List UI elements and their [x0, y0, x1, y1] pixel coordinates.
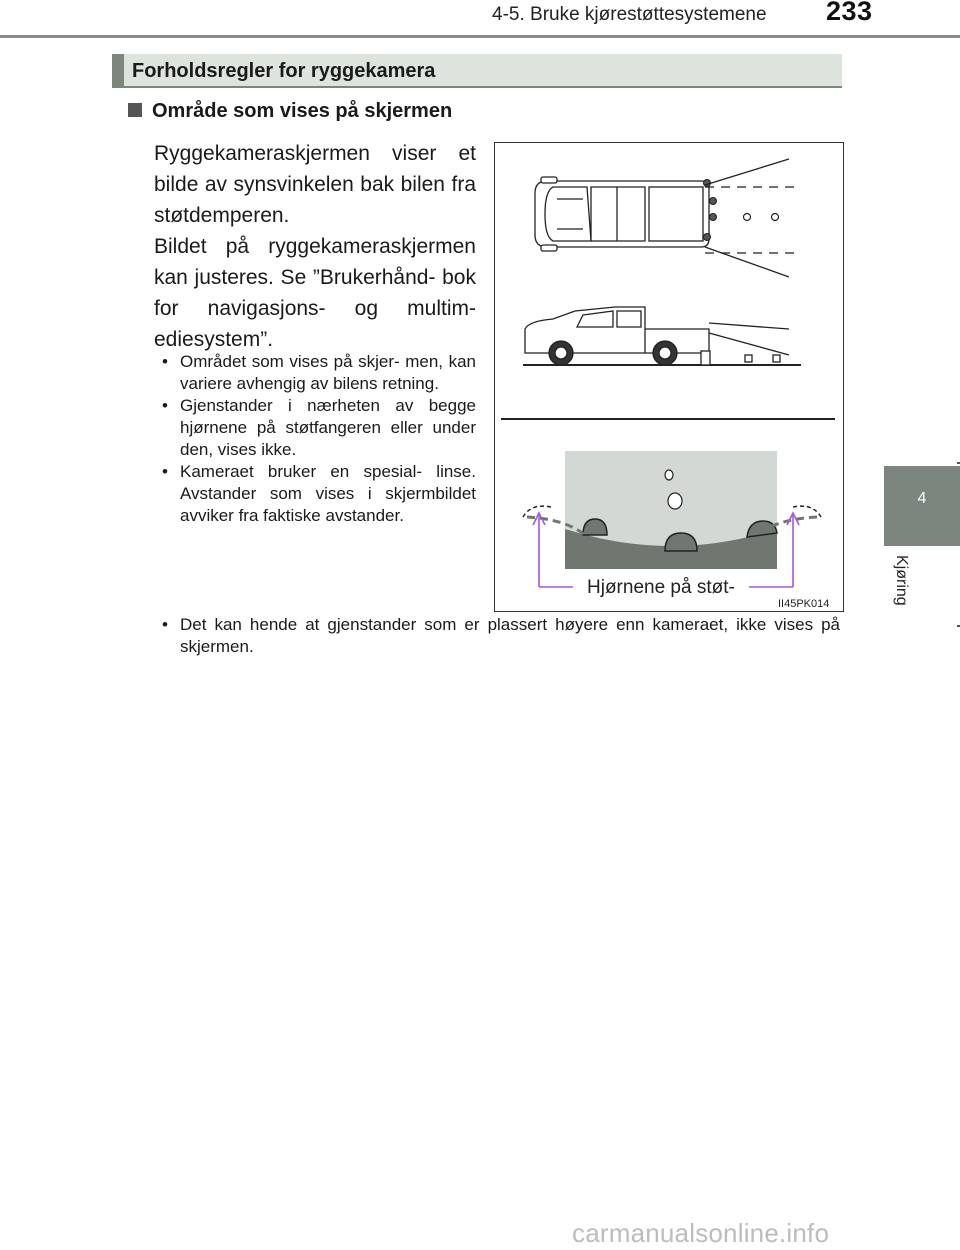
figure-caption: Hjørnene på støt-: [587, 577, 735, 598]
figure-illustration: [495, 143, 845, 613]
obstacle-markers: [744, 214, 779, 221]
page-number: 233: [826, 0, 873, 26]
bullet-item: • Gjenstander i nærheten av begge hjørnene på støtfangeren eller under den, vises ikke.: [160, 395, 476, 461]
subheading-text: Område som vises på skjermen: [152, 100, 453, 122]
figure-code: II45PK014: [778, 598, 830, 610]
side-tab-number: 4: [917, 490, 927, 507]
pickup-top-view: [535, 177, 709, 251]
camera-screen-view: [523, 451, 821, 569]
pickup-side-view: [525, 307, 709, 365]
bullet-item-wide: • Det kan hende at gjenstander som er plassert høyere enn kameraet, ikke vises på skjermen.: [160, 614, 840, 658]
side-tab-label: [882, 555, 922, 625]
body-paragraph: Bildet på ryggekameraskjermen kan justeres. Se ”Brukerhånd- bok for navigasjons- og multim- ediesystem”.: [154, 235, 476, 351]
section-title-bar: [112, 54, 842, 88]
header-rule: [0, 35, 960, 38]
subheading: [128, 100, 452, 123]
bullet-list: [160, 351, 476, 527]
chapter-title: 4-5. Bruke kjørestøttesystemene: [492, 4, 767, 25]
bullet-item: • Området som vises på skjer- men, kan variere avhengig av bilens retning.: [160, 351, 476, 395]
camera-view-figure: [494, 142, 844, 612]
square-bullet-icon: [128, 103, 142, 117]
section-title: Forholdsregler for ryggekamera: [132, 60, 436, 82]
body-paragraph: Ryggekameraskjermen viser et bilde av synsvinkelen bak bilen fra støtdemperen.: [154, 142, 476, 227]
bullet-item: • Kameraet bruker en spesial- linse. Avstander som vises i skjermbildet avviker fra faktiske avstander.: [160, 461, 476, 527]
watermark: carmanualsonline.info: [572, 1218, 830, 1248]
side-tab-label-text: Kjøring: [893, 555, 910, 606]
